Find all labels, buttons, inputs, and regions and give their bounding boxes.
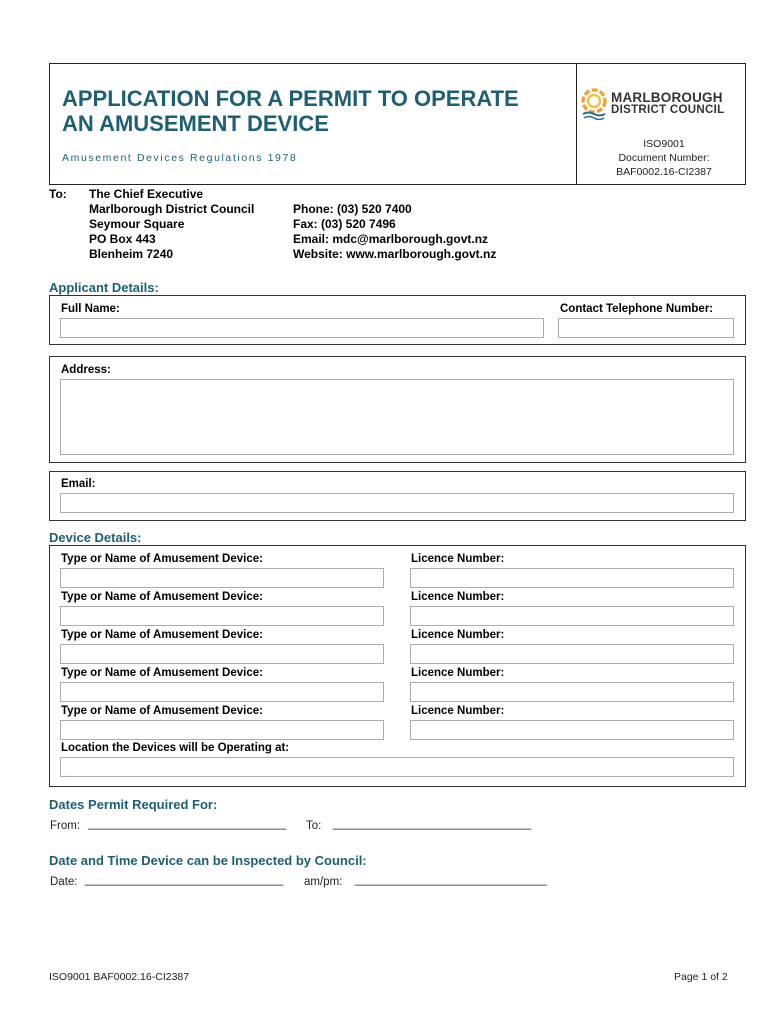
contact-email: Email: mdc@marlborough.govt.nz (293, 232, 489, 246)
location-field[interactable] (60, 757, 734, 777)
full-name-label: Full Name: (61, 303, 120, 315)
inspection-heading: Date and Time Device can be Inspected by Council: (49, 853, 367, 868)
contact-fax: Fax: (03) 520 7496 (293, 217, 396, 231)
licence-number-field[interactable] (410, 606, 734, 626)
address-line: Blenheim 7240 (89, 247, 174, 261)
document-info (590, 137, 738, 179)
inspection-date-label: Date: (50, 876, 78, 888)
email-field[interactable] (60, 493, 734, 513)
address-line: Seymour Square (89, 217, 185, 231)
from-label: From: (50, 820, 81, 832)
device-details-heading: Device Details: (49, 530, 142, 545)
title-line-2: AN AMUSEMENT DEVICE (62, 111, 329, 136)
ampm-blank[interactable]: ______________________________ (355, 874, 547, 886)
inspection-date-blank[interactable]: _______________________________ (85, 874, 284, 886)
location-label: Location the Devices will be Operating at: (61, 742, 290, 754)
full-name-field[interactable] (60, 318, 544, 338)
licence-number-field[interactable] (410, 720, 734, 740)
device-type-label: Type or Name of Amusement Device: (61, 591, 263, 603)
licence-number-field[interactable] (410, 644, 734, 664)
doc-number-label: Document Number: (618, 152, 710, 164)
recipient-address (89, 187, 254, 262)
ampm-label: am/pm: (304, 876, 343, 888)
applicant-details-heading: Applicant Details: (49, 280, 159, 295)
to-label: To: (49, 187, 67, 201)
address-line: PO Box 443 (89, 232, 156, 246)
footer-document-id: ISO9001 BAF0002.16-CI2387 (49, 971, 190, 983)
device-type-field[interactable] (60, 568, 384, 588)
address-field[interactable] (60, 379, 734, 455)
contact-phone: Phone: (03) 520 7400 (293, 202, 412, 216)
device-type-label: Type or Name of Amusement Device: (61, 553, 263, 565)
page-number: Page 1 of 2 (674, 971, 728, 983)
to-date-label: To: (306, 820, 322, 832)
recipient-contact (293, 202, 496, 262)
device-type-field[interactable] (60, 606, 384, 626)
doc-number: BAF0002.16-CI2387 (616, 166, 712, 178)
council-logo-icon (580, 86, 608, 120)
licence-number-field[interactable] (410, 682, 734, 702)
regulations-subtitle: Amusement Devices Regulations 1978 (62, 152, 298, 164)
licence-number-label: Licence Number: (411, 705, 505, 717)
device-type-field[interactable] (60, 720, 384, 740)
phone-label: Contact Telephone Number: (560, 303, 714, 315)
device-type-label: Type or Name of Amusement Device: (61, 705, 263, 717)
licence-number-label: Licence Number: (411, 553, 505, 565)
contact-website: Website: www.marlborough.govt.nz (293, 247, 497, 261)
address-line: Marlborough District Council (89, 202, 255, 216)
address-label: Address: (61, 364, 111, 376)
phone-field[interactable] (558, 318, 734, 338)
address-line: The Chief Executive (89, 187, 204, 201)
email-label: Email: (61, 478, 96, 490)
licence-number-label: Licence Number: (411, 629, 505, 641)
dates-heading: Dates Permit Required For: (49, 797, 218, 812)
device-type-field[interactable] (60, 682, 384, 702)
licence-number-label: Licence Number: (411, 591, 505, 603)
device-type-label: Type or Name of Amusement Device: (61, 667, 263, 679)
to-date-blank[interactable]: _______________________________ (333, 818, 532, 830)
title-line-1: APPLICATION FOR A PERMIT TO OPERATE (62, 86, 519, 111)
device-type-field[interactable] (60, 644, 384, 664)
from-date-blank[interactable]: _______________________________ (88, 818, 287, 830)
device-type-label: Type or Name of Amusement Device: (61, 629, 263, 641)
licence-number-field[interactable] (410, 568, 734, 588)
logo-text-district-council: DISTRICT COUNCIL (611, 104, 725, 116)
page-title (62, 86, 567, 136)
licence-number-label: Licence Number: (411, 667, 505, 679)
doc-standard: ISO9001 (643, 138, 685, 150)
logo-text-marlborough: MARLBOROUGH (611, 90, 723, 105)
